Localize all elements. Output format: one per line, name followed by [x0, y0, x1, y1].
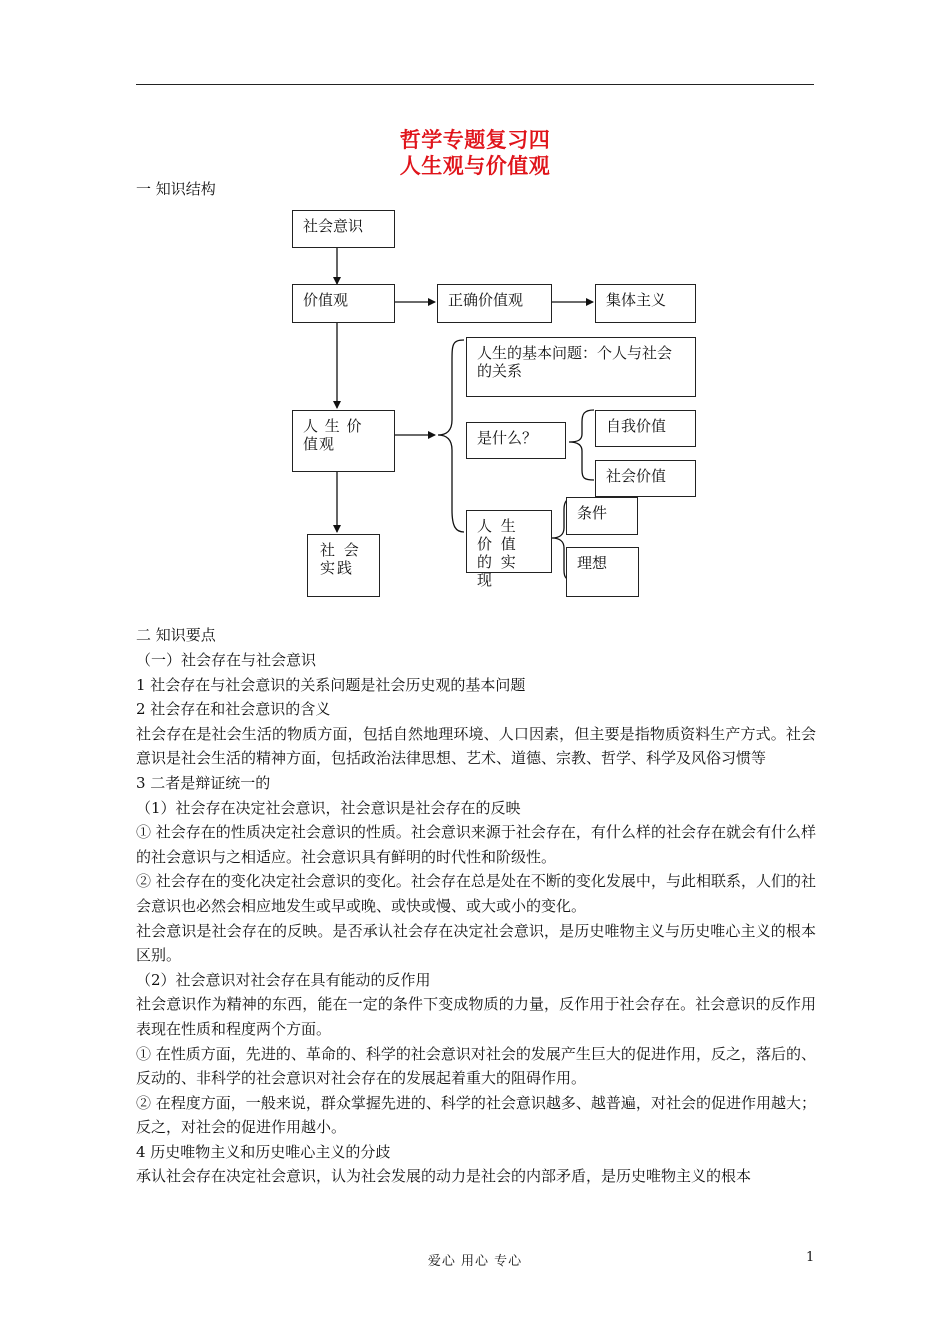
paragraph: 1 社会存在与社会意识的关系问题是社会历史观的基本问题 [136, 675, 526, 694]
brace-what-is [569, 410, 594, 480]
paragraph: 承认社会存在决定社会意识，认为社会发展的动力是社会的内部矛盾，是历史唯物主义的根本 [136, 1167, 752, 1186]
node-social-practice: 社 会 实践 [307, 534, 380, 597]
section-heading-structure: 一 知识结构 [136, 180, 216, 198]
paragraph: （1）社会存在决定社会意识，社会意识是社会存在的反映 [136, 798, 521, 817]
doc-subtitle: 人生观与价值观 [399, 153, 551, 178]
paragraph: ② 社会存在的变化决定社会意识的变化。社会存在总是处在不断的变化发展中，与此相联系，人们的社会意识也必然会相应地发生或早或晚、或快或慢、或大或小的变化。 [136, 872, 816, 915]
node-ideal: 理想 [566, 547, 639, 597]
paragraph: （2）社会意识对社会存在具有能动的反作用 [136, 970, 431, 989]
paragraph: ① 在性质方面，先进的、革命的、科学的社会意识对社会的发展产生巨大的促进作用，反之，落后的、反动的、非科学的社会意识对社会存在的发展起着重大的阻碍作用。 [136, 1044, 816, 1088]
paragraph: 社会意识作为精神的东西，能在一定的条件下变成物质的力量，反作用于社会存在。社会意识的反作用表现在性质和程度两个方面。 [136, 995, 816, 1038]
footer-motto: 爱心 用心 专心 [427, 1254, 523, 1269]
node-social-consciousness: 社会意识 [292, 210, 395, 248]
node-realization: 人 生 价 值 的 实 现 [466, 510, 552, 573]
node-life-value: 人 生 价 值观 [292, 410, 395, 472]
node-collectivism: 集体主义 [595, 284, 696, 323]
node-correct-values: 正确价值观 [437, 284, 552, 323]
doc-title: 哲学专题复习四 [399, 127, 551, 152]
knowledge-structure-diagram [0, 0, 950, 620]
paragraph: ① 社会存在的性质决定社会意识的性质。社会意识来源于社会存在，有什么样的社会存在就会有什么样的社会意识与之相适应。社会意识具有鲜明的时代性和阶级性。 [136, 823, 816, 866]
page-number: 1 [806, 1250, 815, 1265]
node-self-value: 自我价值 [595, 410, 696, 447]
node-values: 价值观 [292, 284, 395, 323]
paragraph: ② 在程度方面，一般来说，群众掌握先进的、科学的社会意识越多、越普遍，对社会的促进作用越大；反之，对社会的促进作用越小。 [136, 1093, 816, 1137]
node-what-is: 是什么？ [466, 422, 566, 459]
paragraph: 2 社会存在和社会意识的含义 [136, 700, 331, 719]
paragraph: 社会意识是社会存在的反映。是否承认社会存在决定社会意识，是历史唯物主义与历史唯心主义的根本区别。 [136, 921, 816, 965]
paragraph: 社会存在是社会生活的物质方面，包括自然地理环境、人口因素，但主要是指物质资料生产方式。社会意识是社会生活的精神方面，包括政治法律思想、艺术、道德、宗教、哲学、科学及风俗习惯等 [136, 724, 816, 768]
node-conditions: 条件 [566, 497, 638, 535]
section-heading-key-points: 二 知识要点 [136, 626, 216, 644]
body-text [136, 648, 816, 1189]
paragraph: 4 历史唯物主义和历史唯心主义的分歧 [136, 1142, 391, 1161]
node-social-value: 社会价值 [595, 460, 696, 497]
paragraph: 3 二者是辩证统一的 [136, 773, 271, 792]
brace-life-value [438, 340, 464, 532]
node-basic-question: 人生的基本问题：个人与社会的关系 [466, 337, 696, 397]
paragraph: （一）社会存在与社会意识 [136, 651, 317, 669]
